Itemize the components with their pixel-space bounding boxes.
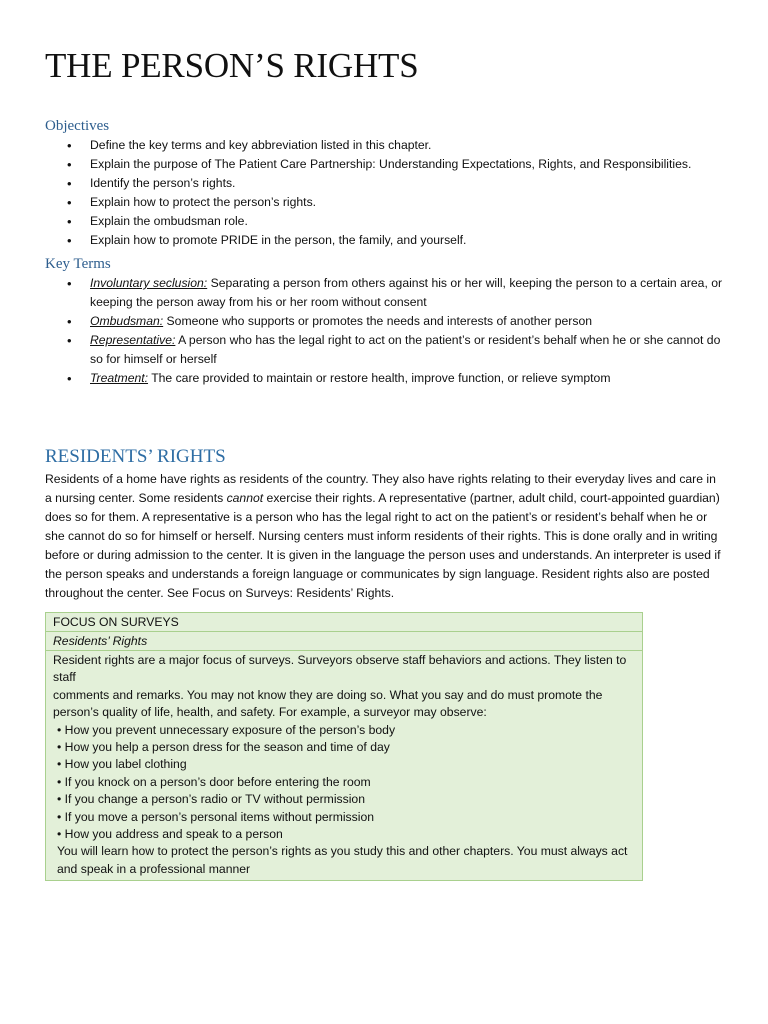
key-term-name: Treatment: (90, 371, 149, 385)
focus-box-bullet: • If you move a person’s personal items without permission (57, 809, 374, 824)
key-term-item (45, 312, 725, 331)
focus-box-closing: You will learn how to protect the person’s rights as you study this and other chapters. You must always act and speak in a professional manner (57, 844, 628, 876)
focus-box-bullet: • How you prevent unnecessary exposure of the person’s body (57, 722, 396, 737)
key-term-definition: A person who has the legal right to act on the patient’s or resident’s behalf when he or she cannot do so for himself or herself (90, 333, 721, 366)
key-term-item (45, 331, 725, 369)
key-term-definition: The care provided to maintain or restore health, improve function, or relieve symptom (148, 371, 611, 385)
key-term-name: Representative: (90, 333, 176, 347)
paragraph-emphasis: cannot (226, 491, 264, 505)
objective-item: • Define the key terms and key abbreviation listed in this chapter. (45, 136, 725, 155)
key-term-definition: Separating a person from others against his or her will, keeping the person to a certain area, or keeping the person away from his or her room without consent (90, 276, 723, 309)
objectives-heading: Objectives (45, 118, 110, 134)
paragraph-text: exercise their rights. A representative (partner, adult child, court-appointed guardian) does so for them. A representative is a person who has the legal right to act on the patient’s or resident’s behalf when he or she cannot do so for himself or herself. Nursing centers must inform residents of their rights. This is done orally and in writing before or during admission to the center. It is given in the language the person uses and understands. An interpreter is used if the person speaks and understands a foreign language or communicates by sign language. Resident rights also are posted throughout the center. See Focus on Surveys: Residents’ Rights. (45, 491, 721, 600)
objective-item: • Explain the purpose of The Patient Care Partnership: Understanding Expectations, Rights, and Responsibilities. (45, 155, 725, 174)
objective-item: • Explain the ombudsman role. (45, 212, 725, 231)
focus-box-intro: comments and remarks. You may not know they are doing so. What you say and do must promote the person’s quality of life, health, and safety. For example, a surveyor may observe: (53, 687, 603, 720)
key-term-definition: Someone who supports or promotes the needs and interests of another person (163, 314, 593, 328)
focus-box-subheading: Residents’ Rights (46, 632, 642, 651)
focus-box-bullet: • If you change a person’s radio or TV without permission (57, 792, 365, 807)
key-term-name: Involuntary seclusion: (90, 276, 208, 290)
focus-box-bullet: • How you label clothing (57, 757, 187, 772)
objective-item: • Identify the person’s rights. (45, 174, 725, 193)
focus-box-bullet: • If you knock on a person’s door before entering the room (57, 774, 371, 789)
key-terms-heading: Key Terms (45, 256, 111, 272)
focus-on-surveys-box (45, 612, 643, 881)
focus-box-body (46, 651, 642, 880)
residents-rights-paragraph (45, 470, 725, 603)
objective-item: • Explain how to protect the person’s rights. (45, 193, 725, 212)
page-title: THE PERSON’S RIGHTS (45, 46, 419, 85)
focus-box-intro: Resident rights are a major focus of surveys. Surveyors observe staff behaviors and actions. They listen to staff (53, 653, 627, 685)
key-term-item (45, 369, 725, 388)
key-term-item (45, 274, 725, 312)
focus-box-bullet: • How you help a person dress for the season and time of day (57, 740, 390, 755)
objectives-list (45, 136, 725, 250)
paragraph-text: Residents of a home have rights as residents of the country. They also have rights relating to their everyday lives and care in a nursing center. Some residents (45, 472, 716, 505)
focus-box-heading: FOCUS ON SURVEYS (46, 613, 642, 632)
residents-rights-heading: RESIDENTS’ RIGHTS (45, 446, 226, 467)
key-terms-list (45, 274, 725, 388)
objective-item: • Explain how to promote PRIDE in the person, the family, and yourself. (45, 231, 725, 250)
key-term-name: Ombudsman: (90, 314, 164, 328)
focus-box-bullet: • How you address and speak to a person (57, 827, 283, 842)
